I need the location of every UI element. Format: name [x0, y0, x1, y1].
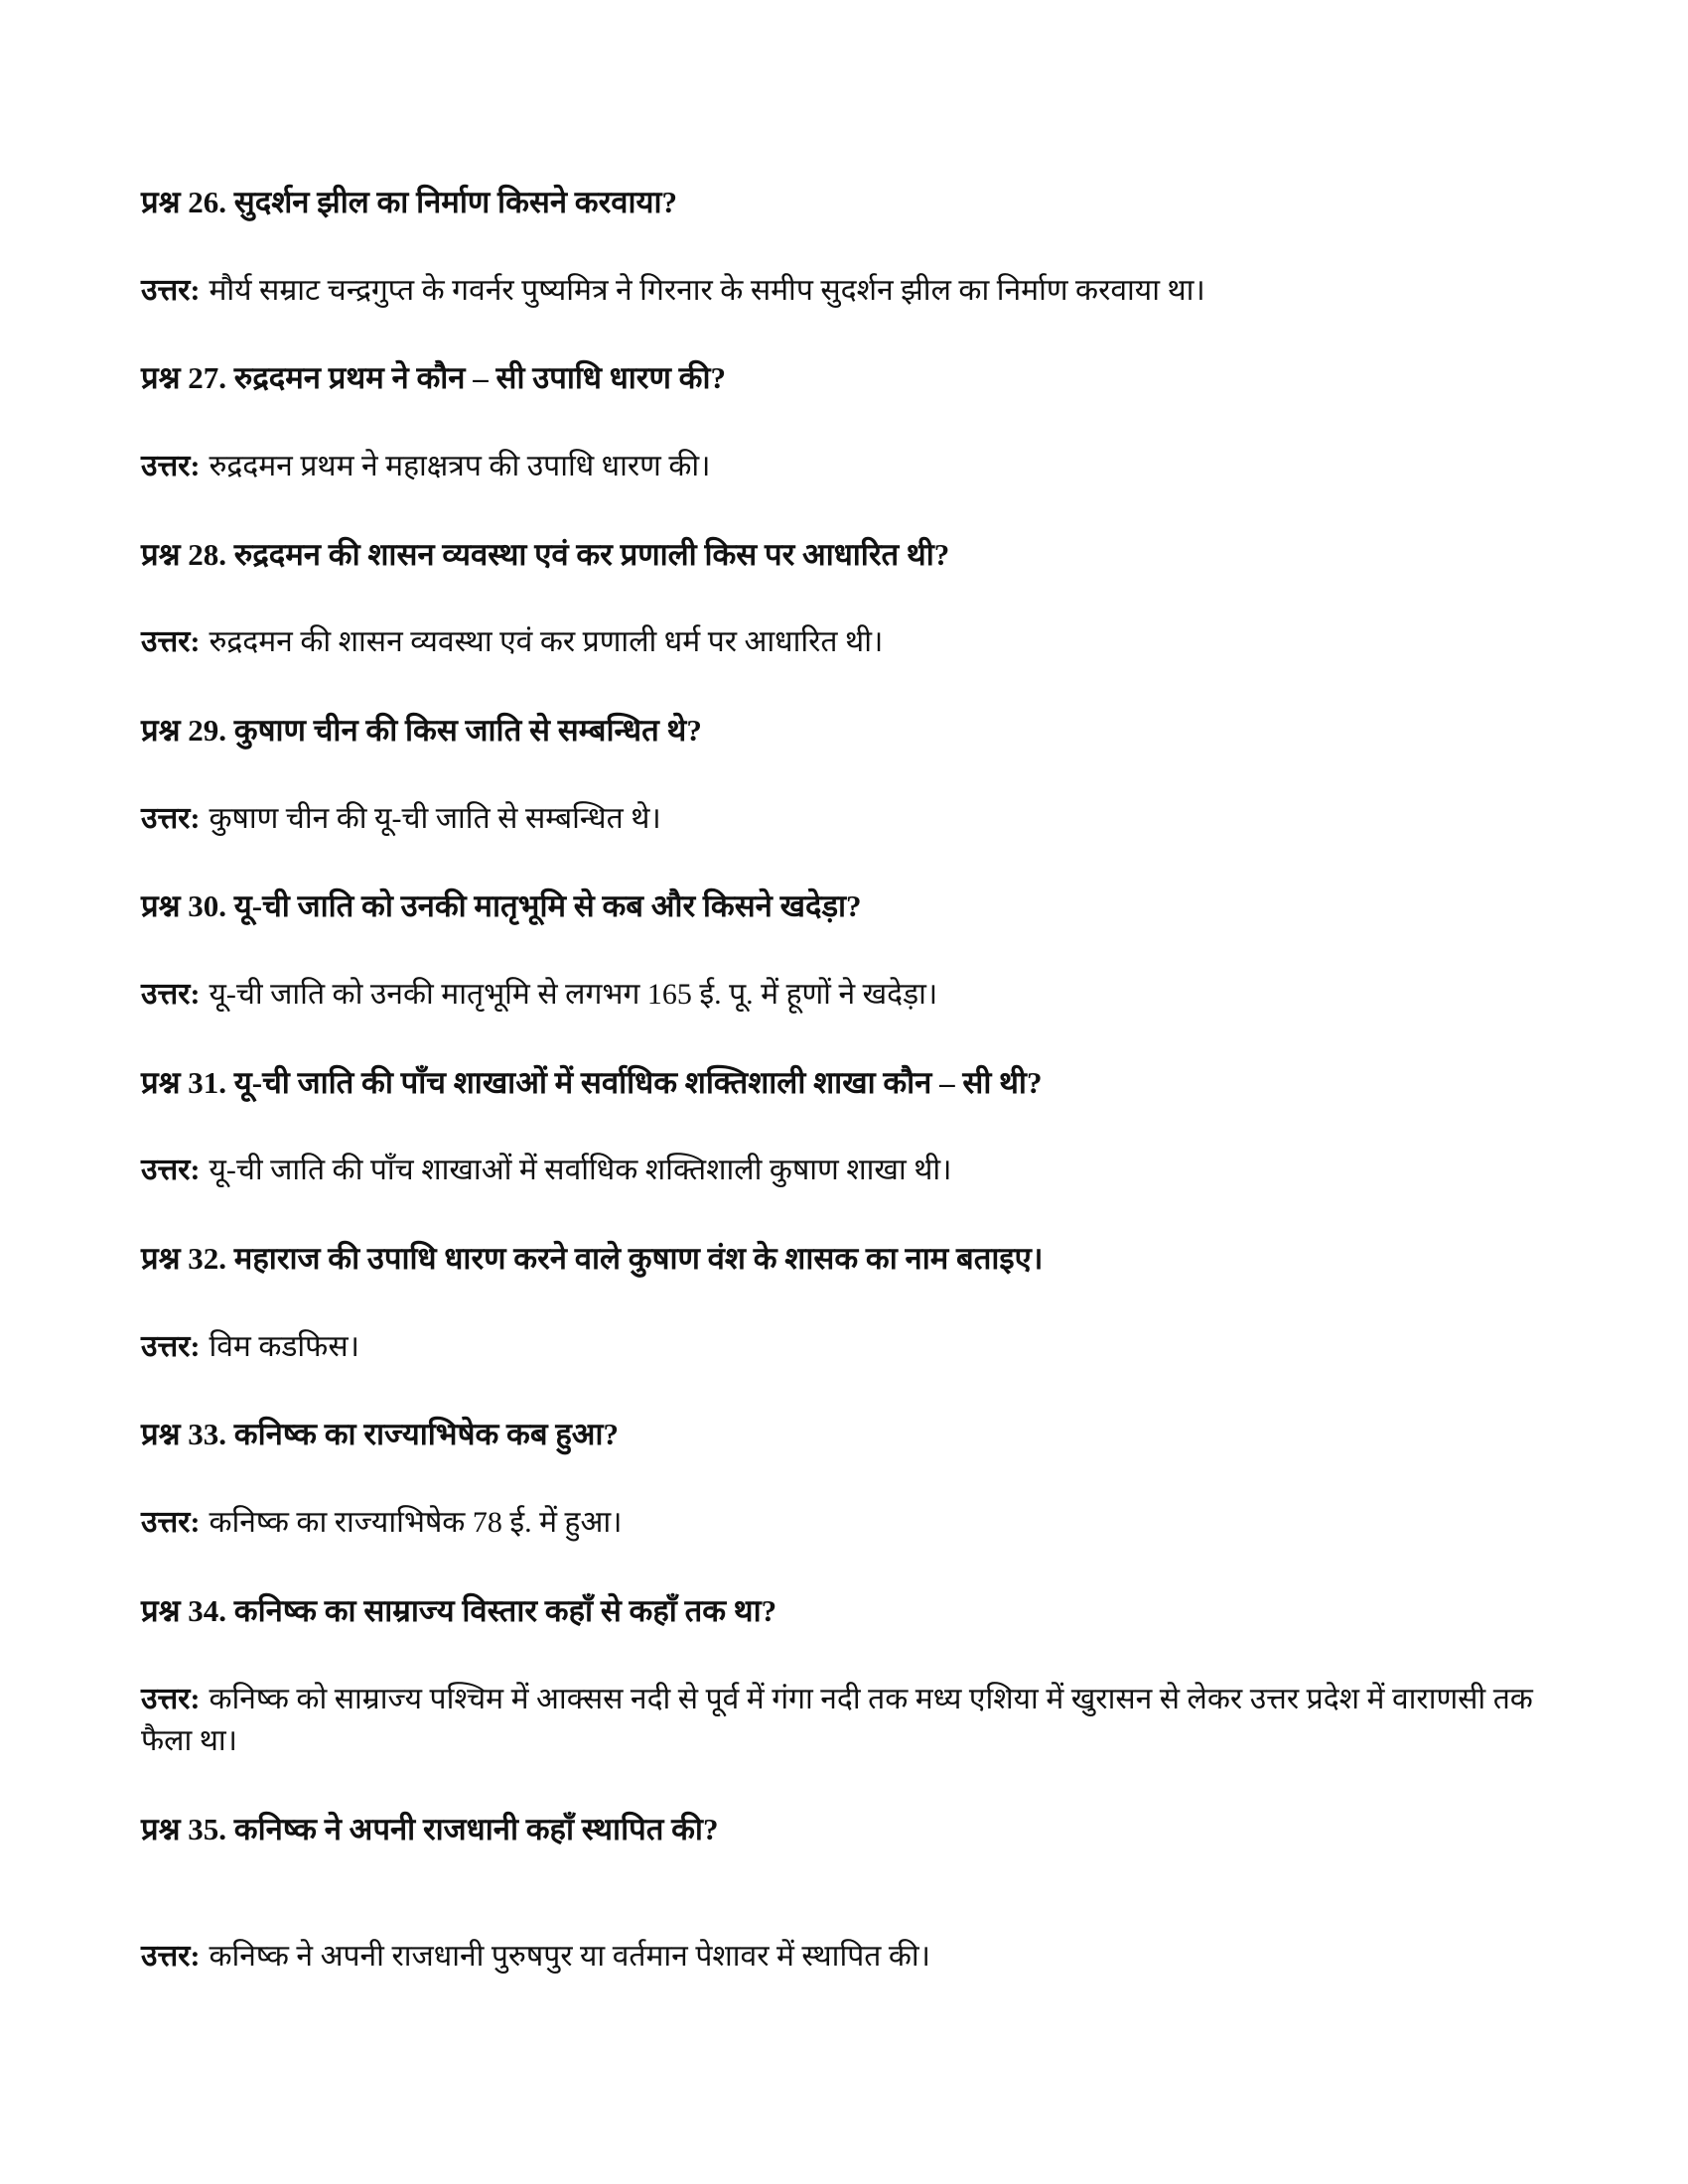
answer-label-34: उत्तर: — [141, 1682, 201, 1715]
answer-label-32: उत्तर: — [141, 1329, 201, 1363]
answer-text-27: रुद्रदमन प्रथम ने महाक्षत्रप की उपाधि धारण की। — [209, 450, 711, 483]
answer-text-32: विम कडफिस। — [209, 1329, 359, 1363]
answer-label-31: उत्तर: — [141, 1154, 201, 1187]
answer-label-33: उत्तर: — [141, 1506, 201, 1540]
question-27: प्रश्न 27. रुद्रदमन प्रथम ने कौन – सी उपाधि धारण की? — [141, 360, 726, 396]
answer-31 — [141, 1150, 1539, 1192]
answer-34 — [141, 1679, 1539, 1763]
qa-item-30 — [141, 887, 1539, 1016]
qa-item-35 — [141, 1811, 1539, 1979]
answer-text-33: कनिष्क का राज्याभिषेक 78 ई. में हुआ। — [209, 1506, 623, 1540]
answer-29 — [141, 798, 1539, 841]
qa-item-27 — [141, 359, 1539, 487]
answer-label-27: उत्तर: — [141, 450, 201, 483]
question-35: प्रश्न 35. कनिष्क ने अपनी राजधानी कहाँ स्थापित की? — [141, 1811, 719, 1846]
answer-35 — [141, 1936, 1539, 1979]
answer-label-28: उत्तर: — [141, 625, 201, 659]
answer-label-35: उत्तर: — [141, 1940, 201, 1974]
answer-30 — [141, 974, 1539, 1017]
question-33: प्रश्न 33. कनिष्क का राज्याभिषेक कब हुआ? — [141, 1417, 619, 1452]
answer-text-26: मौर्य सम्राट चन्द्रगुप्त के गवर्नर पुष्यमित्र ने गिरनार के समीप सुदर्शन झील का निर्माण करवाया था। — [209, 273, 1205, 307]
question-28: प्रश्न 28. रुद्रदमन की शासन व्यवस्था एवं कर प्रणाली किस पर आधारित थी? — [141, 536, 950, 572]
qa-item-32 — [141, 1240, 1539, 1368]
answer-text-28: रुद्रदमन की शासन व्यवस्था एवं कर प्रणाली धर्म पर आधारित थी। — [209, 625, 884, 659]
qa-item-31 — [141, 1064, 1539, 1192]
answer-label-30: उत्तर: — [141, 978, 201, 1012]
answer-text-34: कनिष्क को साम्राज्य पश्चिम में आक्सस नदी से पूर्व में गंगा नदी तक मध्य एशिया में खुरासन से लेकर उत्तर प्रदेश में वाराणसी तक फैला था। — [141, 1682, 1533, 1758]
answer-27 — [141, 446, 1539, 488]
qa-item-33 — [141, 1416, 1539, 1544]
answer-33 — [141, 1502, 1539, 1545]
question-26: प्रश्न 26. सुदर्शन झील का निर्माण किसने करवाया? — [141, 185, 678, 219]
qa-item-29 — [141, 712, 1539, 840]
answer-label-26: उत्तर: — [141, 273, 201, 307]
answer-text-31: यू-ची जाति की पाँच शाखाओं में सर्वाधिक शक्तिशाली कुषाण शाखा थी। — [209, 1154, 952, 1187]
answer-label-29: उत्तर: — [141, 801, 201, 835]
answer-text-29: कुषाण चीन की यू-ची जाति से सम्बन्धित थे। — [209, 801, 661, 835]
answer-28 — [141, 621, 1539, 664]
answer-32 — [141, 1326, 1539, 1369]
answer-text-35: कनिष्क ने अपनी राजधानी पुरुषपुर या वर्तमान पेशावर में स्थापित की। — [209, 1940, 931, 1974]
answer-text-30: यू-ची जाति को उनकी मातृभूमि से लगभग 165 ई. पू. में हूणों ने खदेड़ा। — [209, 978, 938, 1012]
question-32: प्रश्न 32. महाराज की उपाधि धारण करने वाले कुषाण वंश के शासक का नाम बताइए। — [141, 1241, 1044, 1277]
qa-item-34 — [141, 1592, 1539, 1763]
question-30: प्रश्न 30. यू-ची जाति को उनकी मातृभूमि से कब और किसने खदेड़ा? — [141, 888, 862, 924]
qa-item-28 — [141, 536, 1539, 664]
question-29: प्रश्न 29. कुषाण चीन की किस जाति से सम्बन्धित थे? — [141, 713, 702, 749]
qa-item-26 — [141, 184, 1539, 312]
question-31: प्रश्न 31. यू-ची जाति की पाँच शाखाओं में सर्वाधिक शक्तिशाली शाखा कौन – सी थी? — [141, 1064, 1043, 1100]
answer-26 — [141, 270, 1539, 313]
question-34: प्रश्न 34. कनिष्क का साम्राज्य विस्तार कहाँ से कहाँ तक था? — [141, 1592, 777, 1628]
